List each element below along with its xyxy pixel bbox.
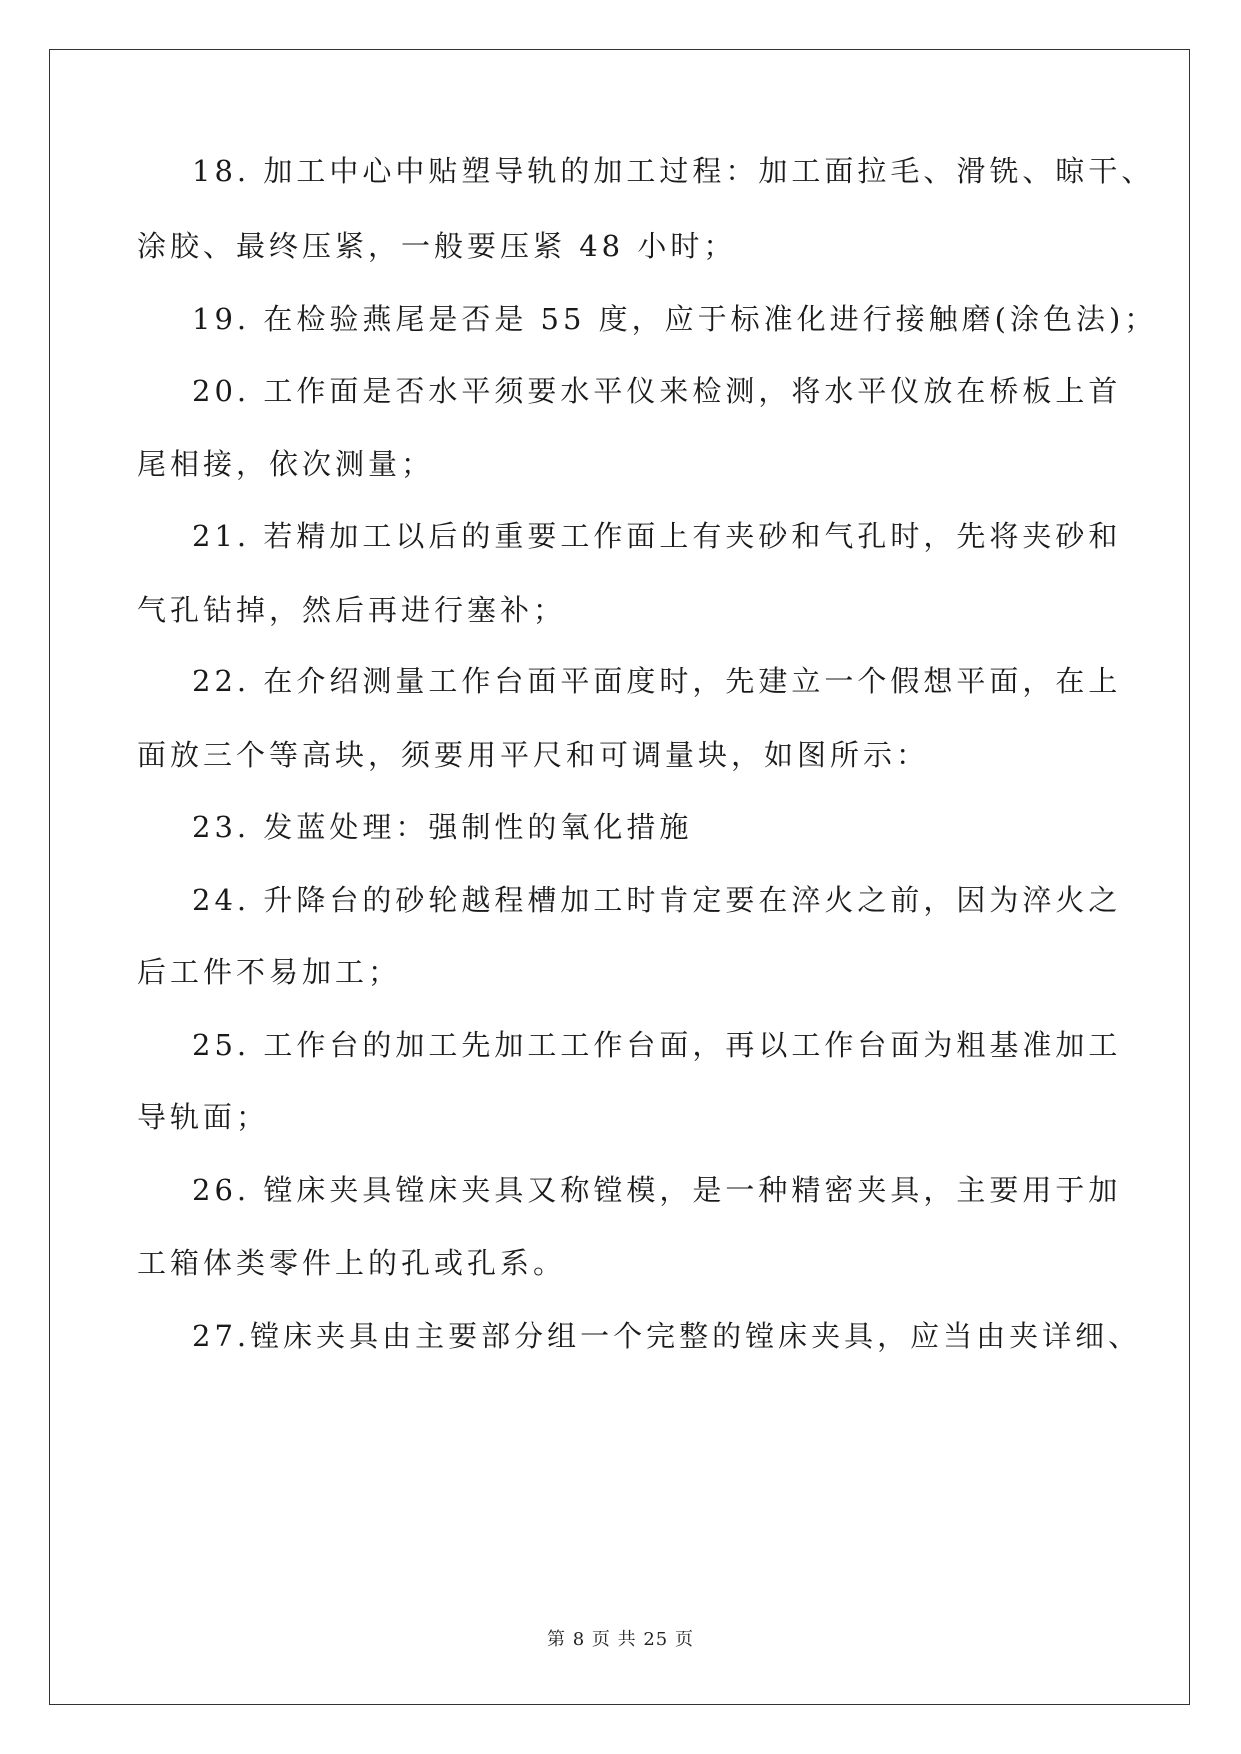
paragraph-23-line-1: 23. 发蓝处理：强制性的氧化措施 xyxy=(192,810,693,844)
page-number-footer: 第 8 页 共 25 页 xyxy=(547,1629,694,1650)
paragraph-21-line-2: 气孔钻掉，然后再进行塞补； xyxy=(137,593,567,627)
paragraph-26-line-1: 26. 镗床夹具镗床夹具又称镗模，是一种精密夹具，主要用于加 xyxy=(192,1173,1122,1207)
paragraph-27-line-1: 27.镗床夹具由主要部分组一个完整的镗床夹具，应当由夹详细、 xyxy=(192,1319,1142,1353)
paragraph-18-line-2: 涂胶、最终压紧，一般要压紧 48 小时； xyxy=(137,229,737,263)
paragraph-21-line-1: 21. 若精加工以后的重要工作面上有夹砂和气孔时，先将夹砂和 xyxy=(192,519,1122,553)
paragraph-18-line-1: 18. 加工中心中贴塑导轨的加工过程：加工面拉毛、滑铣、晾干、 xyxy=(192,154,1155,188)
paragraph-25-line-1: 25. 工作台的加工先加工工作台面，再以工作台面为粗基准加工 xyxy=(192,1028,1122,1062)
paragraph-24-line-2: 后工件不易加工； xyxy=(137,955,402,989)
paragraph-24-line-1: 24. 升降台的砂轮越程槽加工时肯定要在淬火之前，因为淬火之 xyxy=(192,883,1122,917)
paragraph-22-line-1: 22. 在介绍测量工作台面平面度时，先建立一个假想平面，在上 xyxy=(192,664,1122,698)
paragraph-20-line-2: 尾相接，依次测量； xyxy=(137,447,435,481)
paragraph-19-line-1: 19. 在检验燕尾是否是 55 度，应于标准化进行接触磨(涂色法)； xyxy=(192,302,1158,336)
page-border xyxy=(49,49,1190,1705)
paragraph-22-line-2: 面放三个等高块，须要用平尺和可调量块，如图所示： xyxy=(137,738,930,772)
paragraph-25-line-2: 导轨面； xyxy=(137,1100,270,1134)
paragraph-26-line-2: 工箱体类零件上的孔或孔系。 xyxy=(137,1246,567,1280)
paragraph-20-line-1: 20. 工作面是否水平须要水平仪来检测，将水平仪放在桥板上首 xyxy=(192,374,1122,408)
